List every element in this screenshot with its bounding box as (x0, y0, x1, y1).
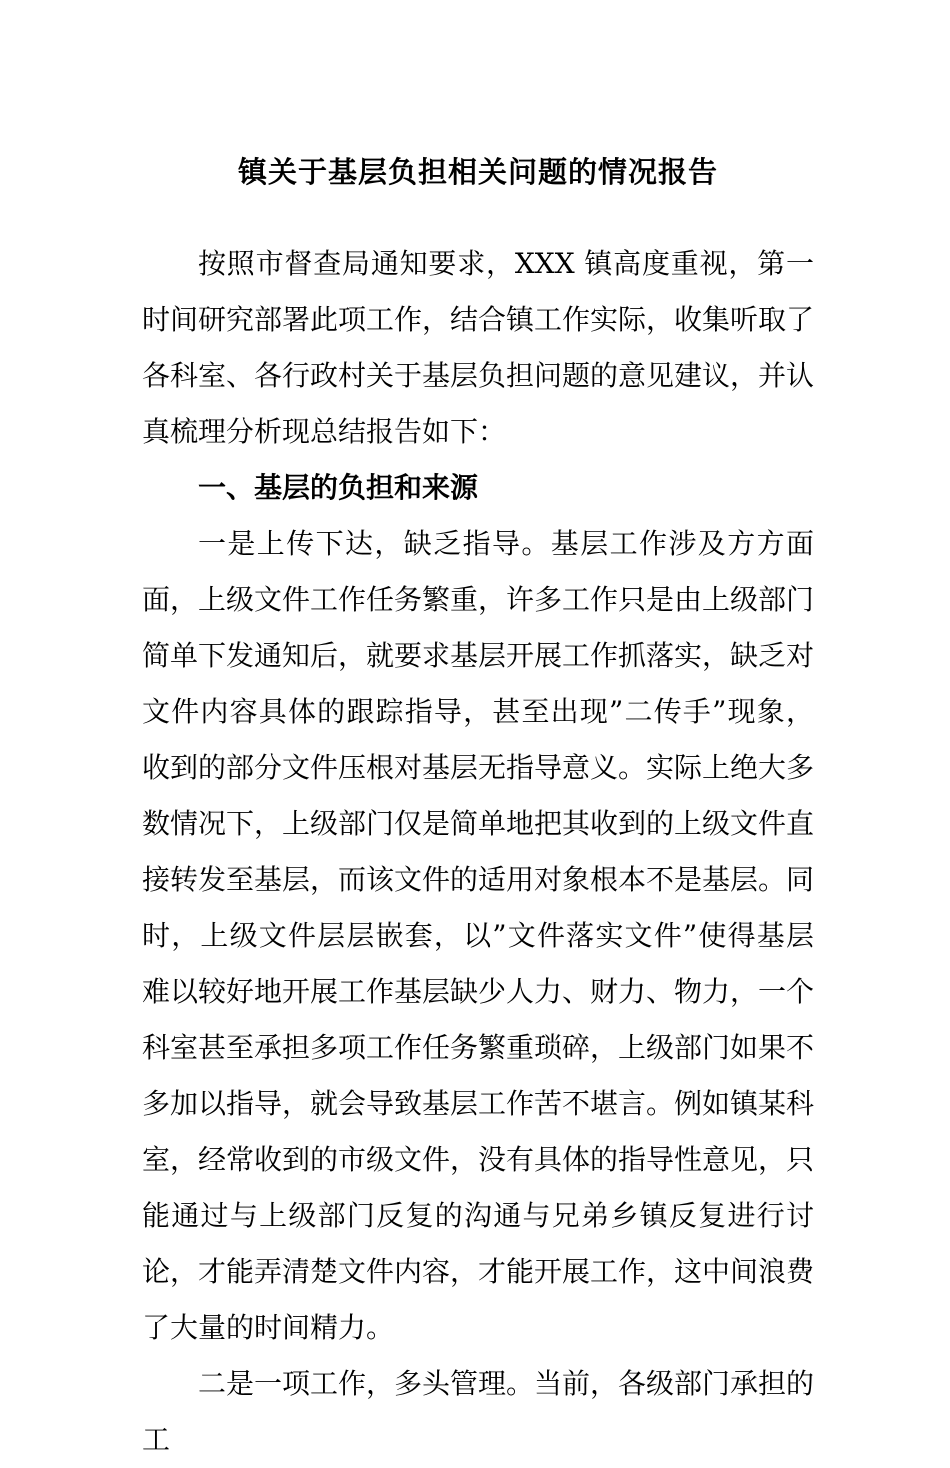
body-paragraph-point2-partial: 二是一项工作，多头管理。当前，各级部门承担的工 (142, 1367, 815, 1456)
body-paragraph-point1: 一是上传下达，缺乏指导。基层工作涉及方方面面，上级文件工作任务繁重，许多工作只是由上级部门简单下发通知后，就要求基层开展工作抓落实，缺乏对文件内容具体的跟踪指导，甚至出现”二传手”现象，收到的部分文件压根对基层无指导意义。实际上绝大多数情况下，上级部门仅是简单地把其收到的上级文件直接转发至基层，而该文件的适用对象根本不是基层。同时，上级文件层层嵌套，以”文件落实文件”使得基层难以较好地开展工作基层缺少人力、财力、物力，一个科室甚至承担多项工作任务繁重琐碎，上级部门如果不多加以指导，就会导致基层工作苦不堪言。例如镇某科室，经常收到的市级文件，没有具体的指导性意见，只能通过与上级部门反复的沟通与兄弟乡镇反复进行讨论，才能弄清楚文件内容，才能开展工作，这中间浪费了大量的时间精力。 (142, 527, 815, 1344)
document-title (142, 148, 814, 196)
document-title-text: 镇关于基层负担相关问题的情况报告 (237, 155, 718, 189)
section-heading-1: 一、基层的负担和来源 (198, 471, 479, 504)
intro-paragraph: 按照市督查局通知要求，XXX 镇高度重视，第一时间研究部署此项工作，结合镇工作实际，收集听取了各科室、各行政村关于基层负担问题的意见建议，并认真梳理分析现总结报告如下： (142, 247, 815, 448)
